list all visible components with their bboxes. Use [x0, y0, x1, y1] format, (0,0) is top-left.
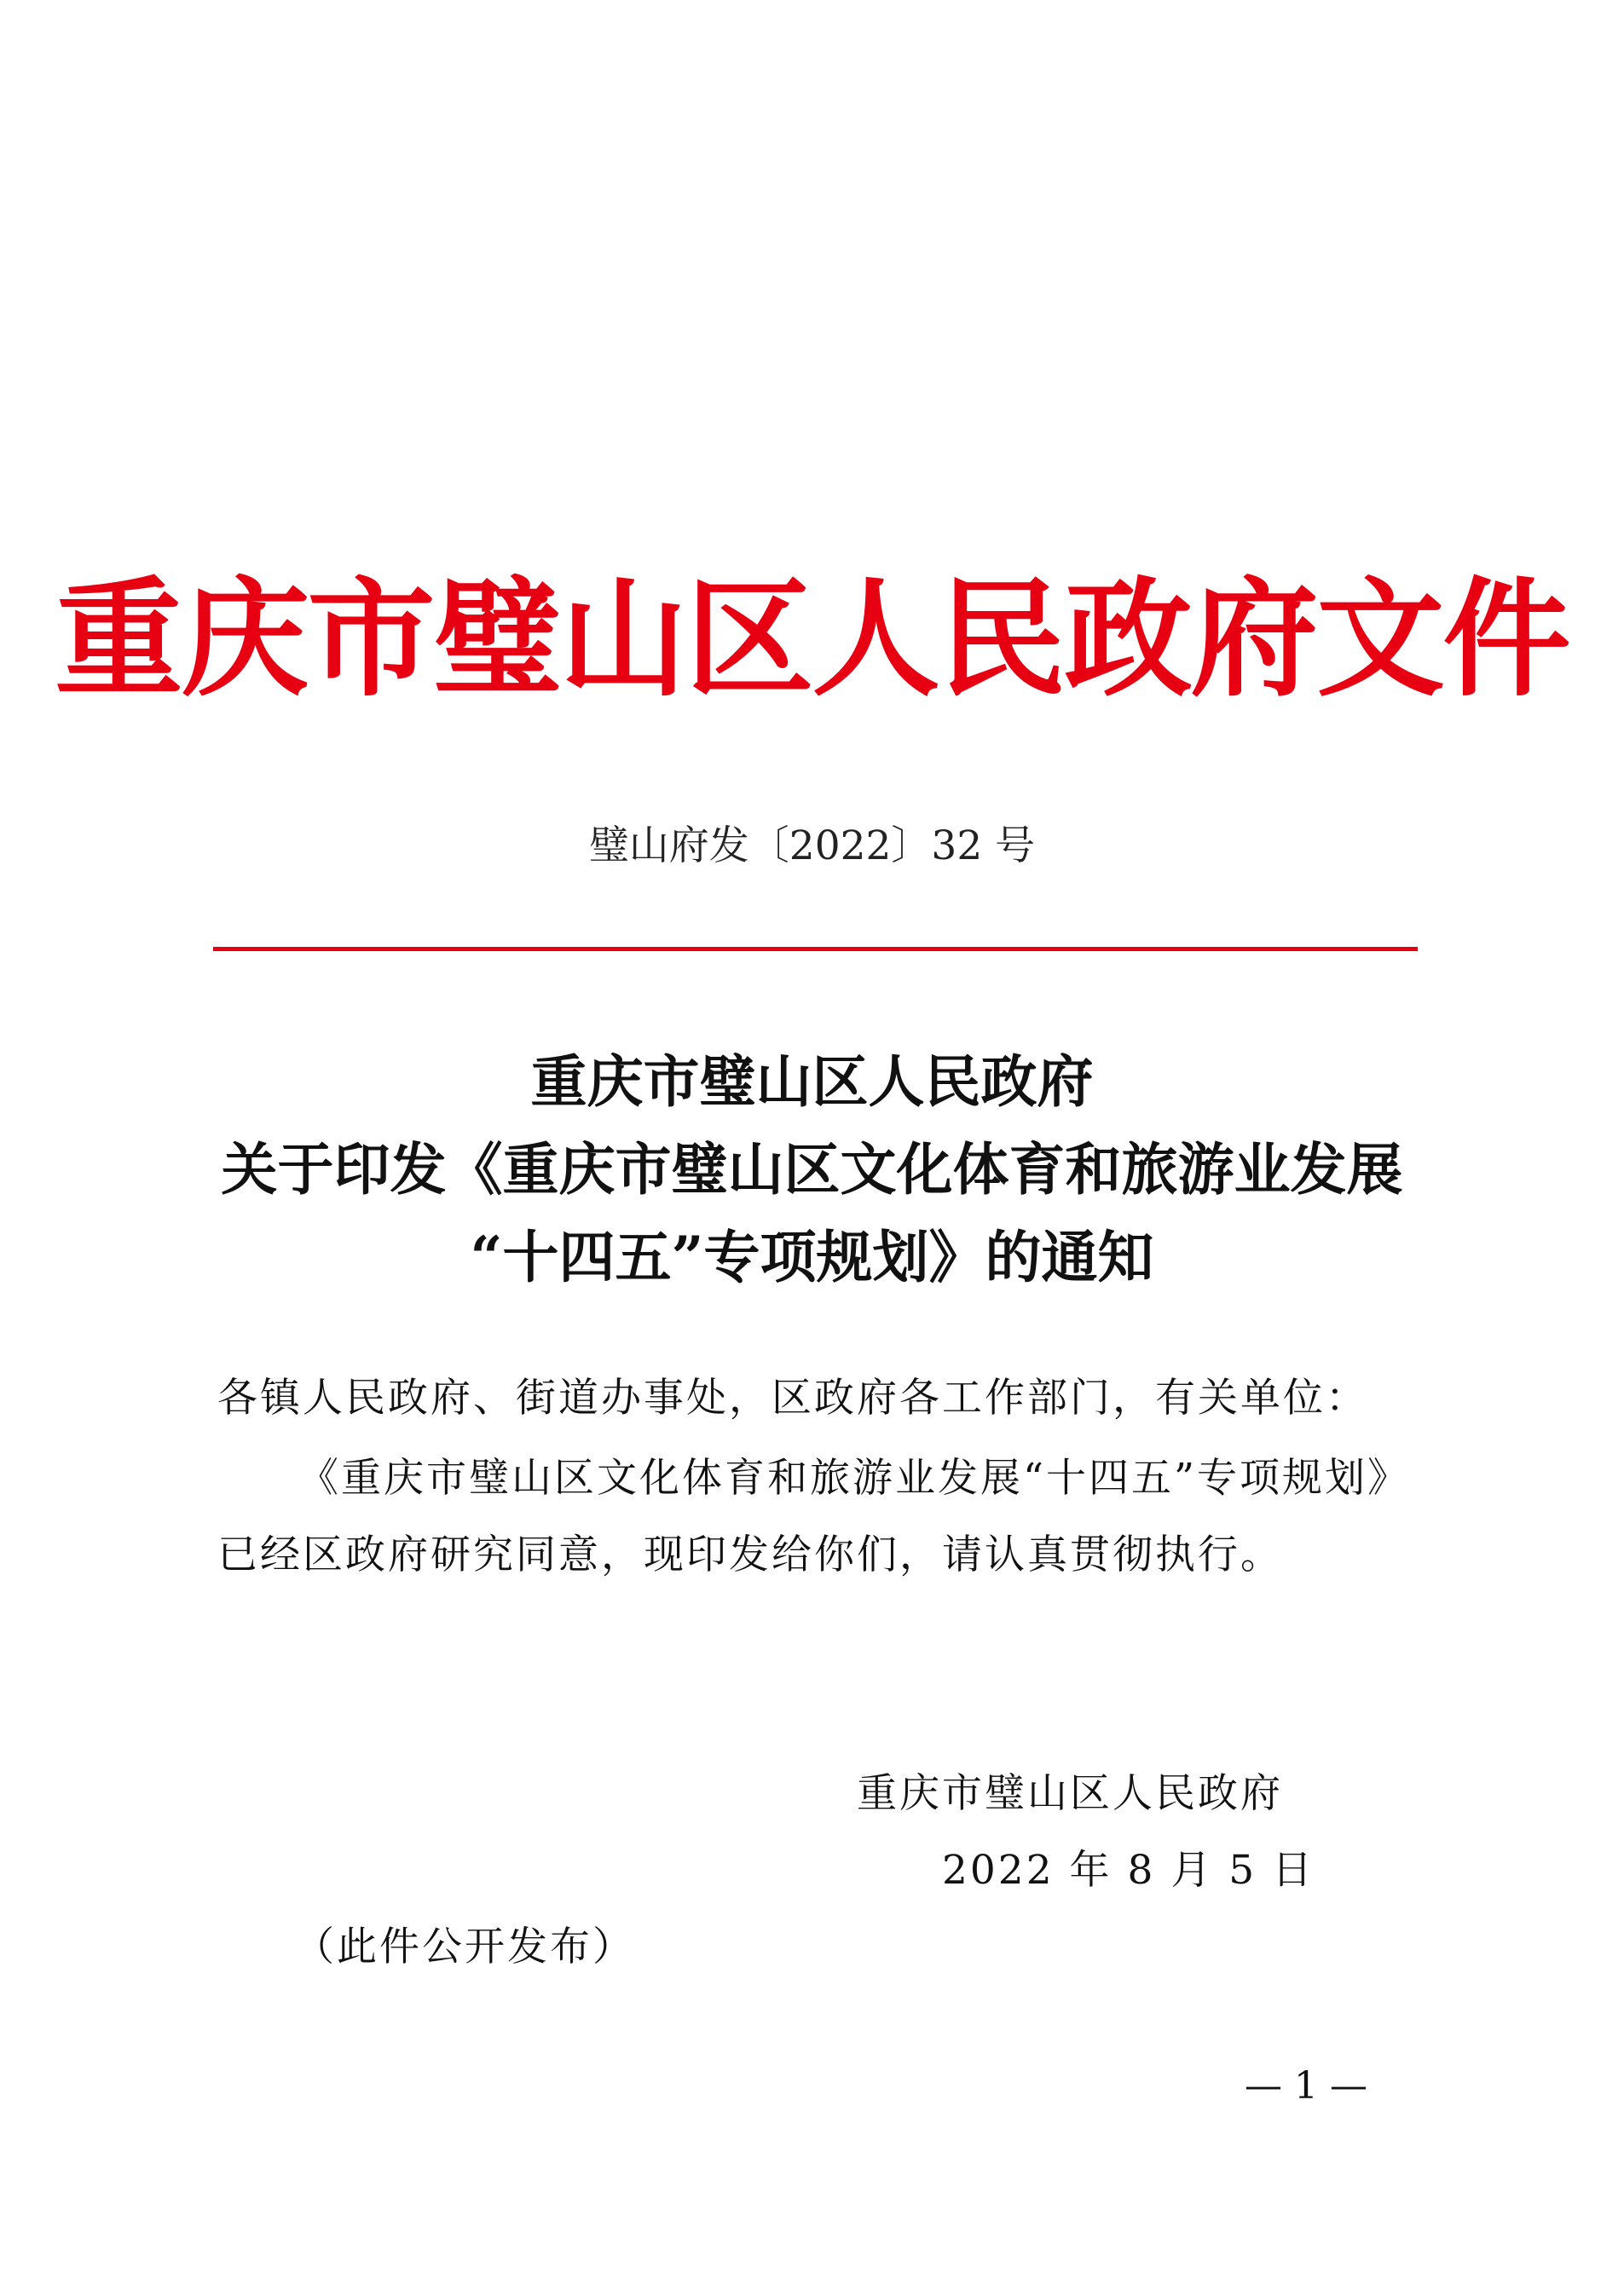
issue-date: 2022 年 8 月 5 日	[942, 1847, 1315, 1894]
page-number: — 1 —	[1245, 2064, 1367, 2108]
body-text-line-2: 已经区政府研究同意，现印发给你们，请认真贯彻执行。	[217, 1532, 1283, 1578]
document-number: 璧山府发〔2022〕32 号	[588, 822, 1036, 869]
publication-note: （此件公开发布）	[294, 1924, 635, 1970]
issuing-authority: 重庆市璧山区人民政府	[857, 1770, 1283, 1817]
notice-title-line-2: 关于印发《重庆市璧山区文化体育和旅游业发展	[221, 1136, 1403, 1203]
notice-title	[128, 1038, 1496, 1301]
masthead-title: 重庆市璧山区人民政府文件	[55, 564, 1569, 714]
red-separator-line	[213, 947, 1418, 951]
body-text-line-1: 《重庆市璧山区文化体育和旅游业发展“十四五”专项规划》	[298, 1455, 1411, 1502]
salutation: 各镇人民政府、街道办事处，区政府各工作部门，有关单位：	[217, 1375, 1368, 1422]
notice-title-line-3: “十四五”专项规划》的通知	[470, 1224, 1154, 1290]
notice-title-line-1: 重庆市璧山区人民政府	[530, 1048, 1094, 1115]
